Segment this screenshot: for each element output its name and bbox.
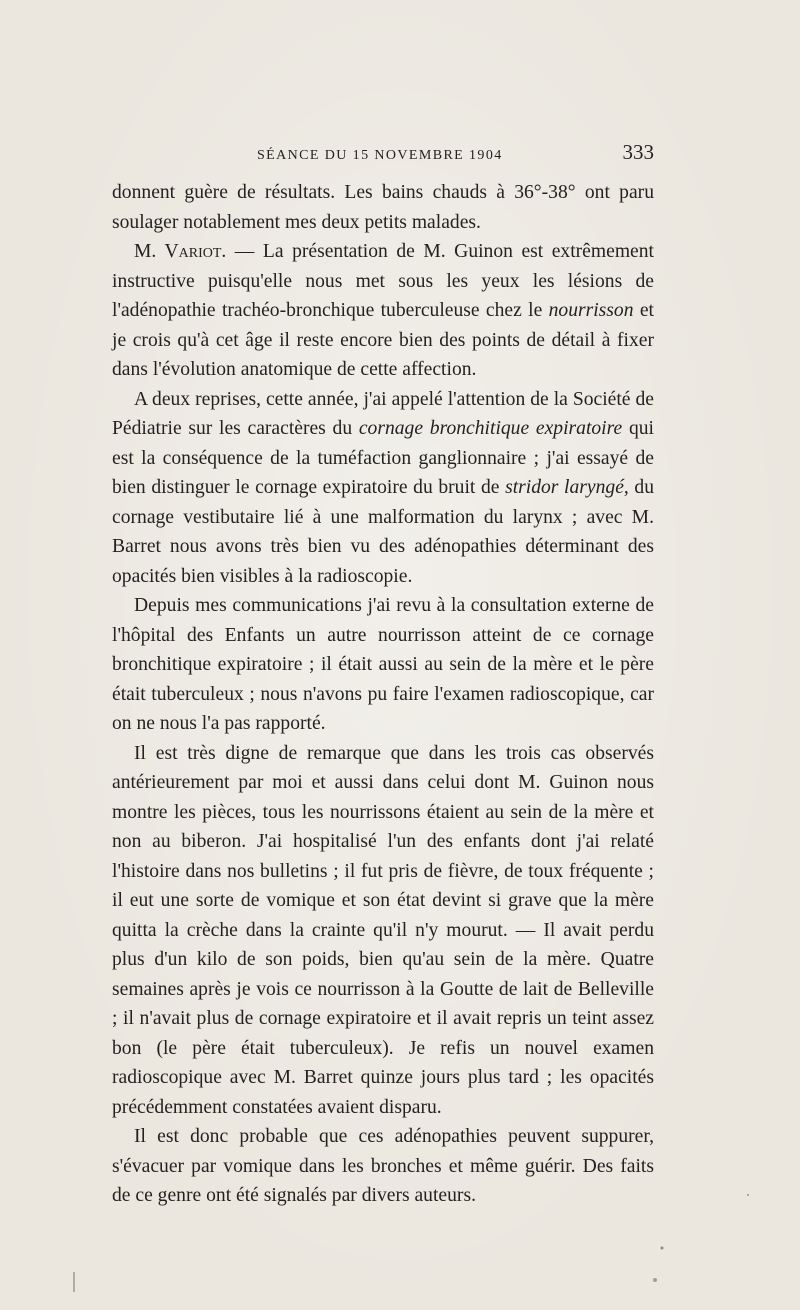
paragraph-2-emphasis: nourrisson [548, 300, 634, 321]
margin-speck [661, 1247, 664, 1250]
speaker-name: M. Variot. [134, 241, 227, 262]
paragraph-5: Il est très digne de remarque que dans les trois cas observés antérieurement par moi et aussi dans celui dont M. Guinon nous montre les pièces, tous les nourrissons étaient au sein de la mère et non au biberon. J'ai hospitalisé l'un des enfants dont j'ai relaté l'histoire dans nos bulletins ; il fut pris de fièvre, de toux fréquente ; il eut une sorte de vomique et son état devint si grave que la mère quitta la crèche dans la crainte qu'il n'y mourut. — Il avait perdu plus d'un kilo de son poids, bien qu'au sein de la mère. Quatre semaines après je vois ce nourrisson à la Goutte de lait de Belleville ; il n'avait plus de cornage expiratoire et il avait repris un teint assez bon (le père était tuberculeux). Je refis un nouvel examen radioscopique avec M. Barret quinze jours plus tard ; les opacités précédemment constatées avaient disparu. [112, 742, 654, 1118]
page-header [112, 140, 654, 170]
margin-speck [747, 1194, 749, 1196]
paragraph-3-text-b: qui est la conséquence de la tuméfaction ganglionnaire ; j'ai essayé de bien distinguer le cornage expiratoire du bruit de [112, 418, 654, 498]
margin-speck [653, 1278, 657, 1282]
paragraph-4: Depuis mes communications j'ai revu à la consultation externe de l'hôpital des Enfants un autre nourrisson atteint de ce cornage bronchitique expiratoire ; il était aussi au sein de la mère et le père était tuberculeux ; nous n'avons pu faire l'examen radioscopique, car on ne nous l'a pas rapporté. [112, 595, 654, 734]
running-head: SÉANCE DU 15 NOVEMBRE 1904 [257, 148, 503, 163]
page-number: 333 [622, 140, 654, 164]
paragraph-1: donnent guère de résultats. Les bains chauds à 36°-38° ont paru soulager notablement mes deux petits malades. [112, 182, 654, 233]
paragraph-3-text-c: , du cornage vestibutaire lié à une malformation du larynx ; avec M. Barret nous avons très bien vu des adénopathies déterminant des opacités bien visibles à la radioscopie. [112, 477, 655, 587]
paragraph-3-emphasis-2: stridor laryngé [505, 477, 624, 498]
body-text [112, 178, 654, 1211]
paragraph-2-text-a: — La présentation de M. Guinon est extrêmement instructive puisqu'elle nous met sous les yeux les lésions de l'adénopathie trachéo-bronchique tuberculeuse chez le [112, 241, 654, 321]
paragraph-6: Il est donc probable que ces adénopathies peuvent suppurer, s'évacuer par vomique dans les bronches et même guérir. Des faits de ce genre ont été signalés par divers auteurs. [112, 1126, 654, 1206]
paragraph-2-text-b: et je crois qu'à cet âge il reste encore bien des points de détail à fixer dans l'évolution anatomique de cette affection. [112, 300, 654, 380]
paragraph-3-emphasis-1: cornage bronchitique expiratoire [358, 418, 623, 439]
paragraph-2 [112, 237, 654, 385]
paragraph-3-text-a: A deux reprises, cette année, j'ai appelé l'attention de la Société de Pédiatrie sur les caractères du [112, 388, 654, 439]
paragraph-3 [112, 385, 654, 592]
